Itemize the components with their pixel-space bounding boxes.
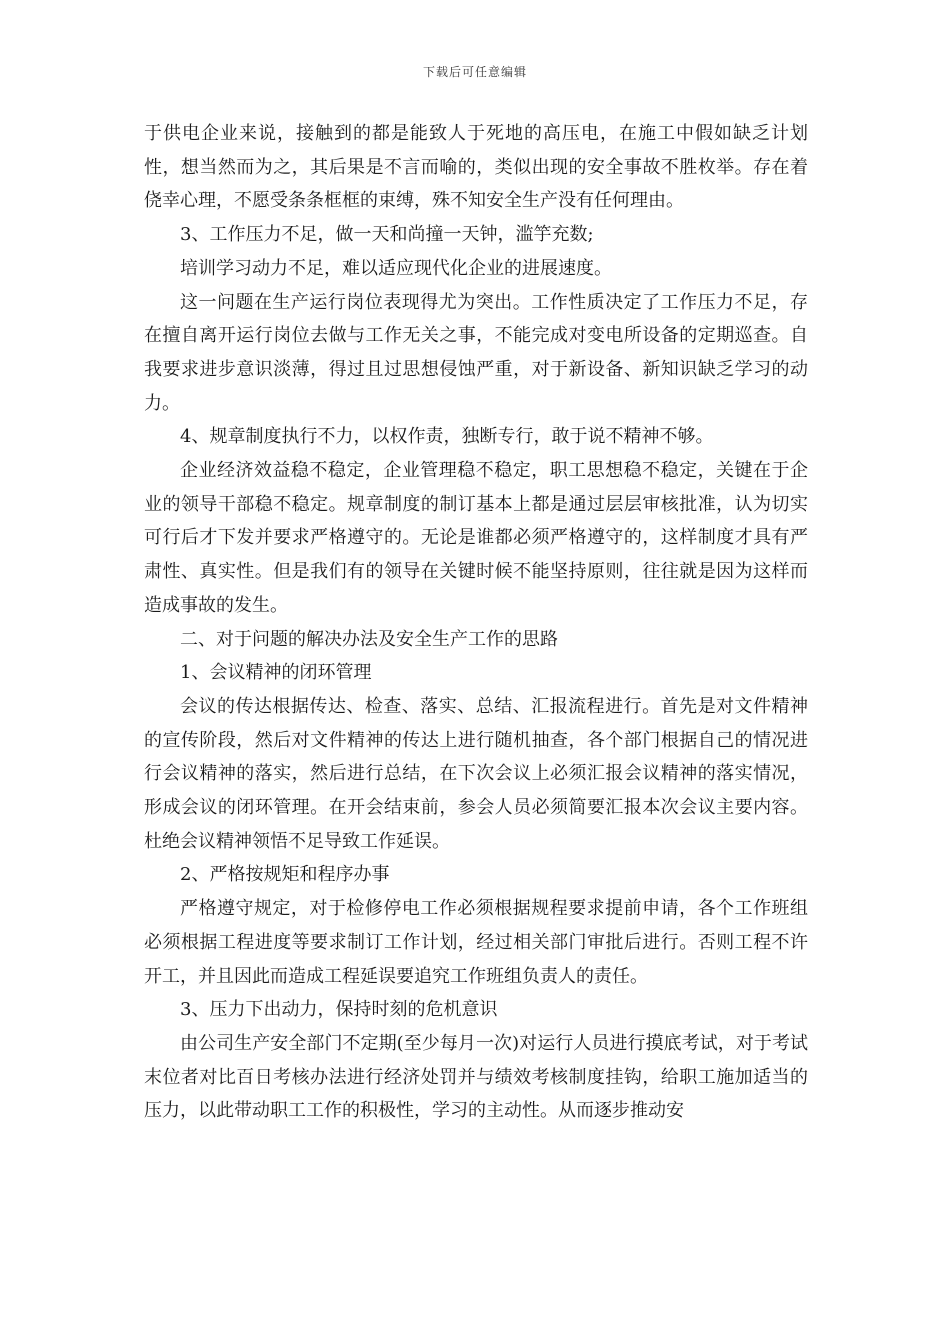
list-heading: 4、规章制度执行不力，以权作责，独断专行，敢于说不精神不够。 — [180, 426, 714, 448]
paragraph: 会议的传达根据传达、检查、落实、总结、汇报流程进行。首先是对文件精神的宣传阶段，然后对文件精神的传达上进行随机抽查，各个部门根据自己的情况进行会议精神的落实，然后进行总结，在下次会议上必须汇报会议精神的落实情况，形成会议的闭环管理。在开会结束前，参会人员必须简要汇报本次会议主要内容。杜绝会议精神领悟不足导致工作延误。 — [144, 695, 808, 852]
paragraph: 培训学习动力不足，难以适应现代化企业的进展速度。 — [180, 257, 612, 279]
paragraph: 于供电企业来说，接触到的都是能致人于死地的高压电，在施工中假如缺乏计划性，想当然而为之，其后果是不言而喻的，类似出现的安全事故不胜枚举。存在着侥幸心理，不愿受条条框框的束缚，殊不知安全生产没有任何理由。 — [144, 123, 808, 212]
list-heading: 2、严格按规矩和程序办事 — [180, 864, 390, 886]
paragraph: 由公司生产安全部门不定期(至少每月一次)对运行人员进行摸底考试，对于考试末位者对比百日考核办法进行经济处罚并与绩效考核制度挂钩，给职工施加适当的压力，以此带动职工工作的积极性，学习的主动性。从而逐步推动安 — [144, 1032, 808, 1122]
list-heading: 1、会议精神的闭环管理 — [180, 662, 372, 684]
paragraph: 这一问题在生产运行岗位表现得尤为突出。工作性质决定了工作压力不足，存在擅自离开运行岗位去做与工作无关之事，不能完成对变电所设备的定期巡查。自我要求进步意识淡薄，得过且过思想侵蚀严重，对于新设备、新知识缺乏学习的动力。 — [144, 291, 808, 414]
section-heading: 二、对于问题的解决办法及安全生产工作的思路 — [180, 628, 558, 650]
document-body — [144, 117, 808, 1128]
paragraph: 企业经济效益稳不稳定，企业管理稳不稳定，职工思想稳不稳定，关键在于企业的领导干部稳不稳定。规章制度的制订基本上都是通过层层审核批准，认为切实可行后才下发并要求严格遵守的。无论是谁都必须严格遵守的，这样制度才具有严肃性、真实性。但是我们有的领导在关键时候不能坚持原则，往往就是因为这样而造成事故的发生。 — [144, 460, 808, 616]
list-heading: 3、工作压力不足，做一天和尚撞一天钟，滥竽充数; — [180, 224, 594, 246]
page-header: 下载后可任意编辑 — [422, 65, 527, 79]
list-heading: 3、压力下出动力，保持时刻的危机意识 — [180, 999, 498, 1021]
paragraph: 严格遵守规定，对于检修停电工作必须根据规程要求提前申请，各个工作班组必须根据工程进度等要求制订工作计划，经过相关部门审批后进行。否则工程不许开工，并且因此而造成工程延误要追究工作班组负责人的责任。 — [144, 898, 808, 987]
